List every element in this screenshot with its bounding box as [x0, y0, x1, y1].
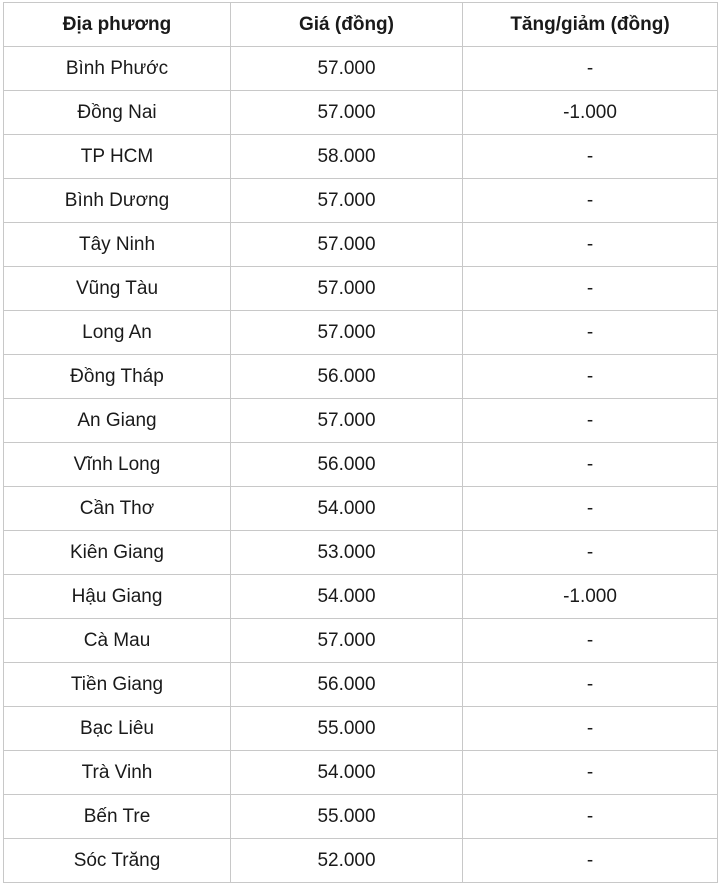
price-cell: 58.000	[231, 135, 463, 179]
change-cell: -	[463, 707, 718, 751]
location-cell: Bạc Liêu	[4, 707, 231, 751]
location-cell: Tây Ninh	[4, 223, 231, 267]
location-cell: Kiên Giang	[4, 531, 231, 575]
location-cell: Sóc Trăng	[4, 839, 231, 883]
change-cell: -	[463, 223, 718, 267]
table-header-row	[4, 3, 718, 47]
change-cell: -	[463, 311, 718, 355]
change-cell: -1.000	[463, 91, 718, 135]
change-cell: -	[463, 531, 718, 575]
price-table-container	[3, 2, 717, 883]
table-row	[4, 575, 718, 619]
change-cell: -	[463, 267, 718, 311]
table-row	[4, 795, 718, 839]
change-cell: -	[463, 399, 718, 443]
table-row	[4, 751, 718, 795]
price-cell: 53.000	[231, 531, 463, 575]
price-table	[3, 2, 718, 883]
price-cell: 56.000	[231, 443, 463, 487]
location-cell: Bình Phước	[4, 47, 231, 91]
location-cell: Cà Mau	[4, 619, 231, 663]
price-cell: 52.000	[231, 839, 463, 883]
table-row	[4, 91, 718, 135]
table-row	[4, 839, 718, 883]
table-row	[4, 487, 718, 531]
header-location: Địa phương	[4, 3, 231, 47]
location-cell: Đồng Tháp	[4, 355, 231, 399]
change-cell: -	[463, 179, 718, 223]
table-row	[4, 179, 718, 223]
table-row	[4, 311, 718, 355]
table-row	[4, 47, 718, 91]
price-cell: 54.000	[231, 751, 463, 795]
location-cell: Hậu Giang	[4, 575, 231, 619]
change-cell: -	[463, 355, 718, 399]
change-cell: -	[463, 751, 718, 795]
table-row	[4, 531, 718, 575]
location-cell: TP HCM	[4, 135, 231, 179]
change-cell: -	[463, 135, 718, 179]
table-row	[4, 619, 718, 663]
price-cell: 56.000	[231, 663, 463, 707]
change-cell: -	[463, 47, 718, 91]
table-row	[4, 399, 718, 443]
change-cell: -	[463, 487, 718, 531]
price-cell: 57.000	[231, 179, 463, 223]
price-cell: 56.000	[231, 355, 463, 399]
location-cell: Vũng Tàu	[4, 267, 231, 311]
change-cell: -	[463, 443, 718, 487]
location-cell: Long An	[4, 311, 231, 355]
price-cell: 54.000	[231, 575, 463, 619]
price-cell: 55.000	[231, 707, 463, 751]
price-cell: 55.000	[231, 795, 463, 839]
header-change: Tăng/giảm (đồng)	[463, 3, 718, 47]
location-cell: Tiền Giang	[4, 663, 231, 707]
location-cell: Đồng Nai	[4, 91, 231, 135]
table-row	[4, 267, 718, 311]
price-cell: 57.000	[231, 311, 463, 355]
table-row	[4, 355, 718, 399]
change-cell: -	[463, 663, 718, 707]
change-cell: -	[463, 619, 718, 663]
price-cell: 57.000	[231, 399, 463, 443]
price-cell: 54.000	[231, 487, 463, 531]
price-cell: 57.000	[231, 267, 463, 311]
location-cell: Trà Vinh	[4, 751, 231, 795]
location-cell: Cần Thơ	[4, 487, 231, 531]
price-cell: 57.000	[231, 619, 463, 663]
location-cell: Bình Dương	[4, 179, 231, 223]
table-row	[4, 135, 718, 179]
location-cell: Bến Tre	[4, 795, 231, 839]
location-cell: An Giang	[4, 399, 231, 443]
price-cell: 57.000	[231, 223, 463, 267]
table-row	[4, 707, 718, 751]
table-row	[4, 663, 718, 707]
location-cell: Vĩnh Long	[4, 443, 231, 487]
price-cell: 57.000	[231, 91, 463, 135]
change-cell: -	[463, 839, 718, 883]
price-cell: 57.000	[231, 47, 463, 91]
table-body	[4, 47, 718, 883]
table-row	[4, 443, 718, 487]
header-price: Giá (đồng)	[231, 3, 463, 47]
change-cell: -1.000	[463, 575, 718, 619]
change-cell: -	[463, 795, 718, 839]
table-row	[4, 223, 718, 267]
